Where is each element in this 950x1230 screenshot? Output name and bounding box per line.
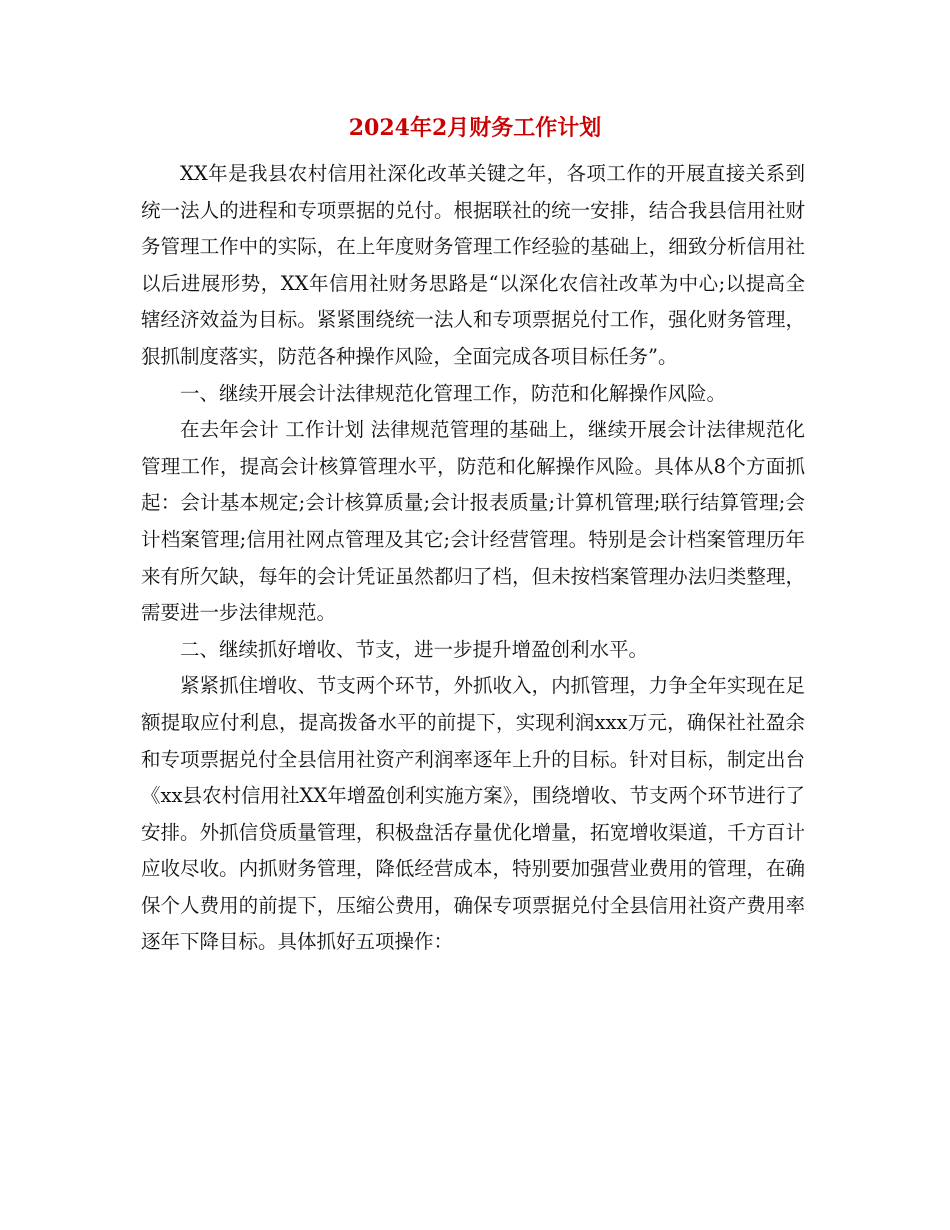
document-title: 2024年2月财务工作计划 [348, 115, 602, 141]
section-heading-1: 一、继续开展会计法律规范化管理工作，防范和化解操作风险。 [180, 381, 727, 405]
paragraph-intro: XX年是我县农村信用社深化改革关键之年，各项工作的开展直接关系到统一法人的进程和专项票据的兑付。根据联社的统一安排，结合我县信用社财务管理工作中的实际，在上年度财务管理工作经验的基础上，细致分析信用社以后进展形势，XX年信用社财务思路是“以深化农信社改革为中心;以提高全辖经济效益为目标。紧紧围绕统一法人和专项票据兑付工作，强化财务管理，狠抓制度落实，防范各种操作风险，全面完成各项目标任务”。 [141, 162, 805, 368]
paragraph-section-2: 紧紧抓住增收、节支两个环节，外抓收入，内抓管理，力争全年实现在足额提取应付利息，提高拨备水平的前提下，实现利润xxx万元，确保社社盈余和专项票据兑付全县信用社资产利润率逐年上升的目标。针对目标，制定出台《xx县农村信用社XX年增盈创利实施方案》，围绕增收、节支两个环节进行了安排。外抓信贷质量管理，积极盘活存量优化增量，拓宽增收渠道，千方百计应收尽收。内抓财务管理，降低经营成本，特别要加强营业费用的管理，在确保个人费用的前提下，压缩公费用，确保专项票据兑付全县信用社资产费用率逐年下降目标。具体抓好五项操作： [141, 674, 806, 954]
paragraph-section-1: 在去年会计 工作计划 法律规范管理的基础上，继续开展会计法律规范化管理工作，提高会计核算管理水平，防范和化解操作风险。具体从8个方面抓起：会计基本规定;会计核算质量;会计报表质量;计算机管理;联行结算管理;会计档案管理;信用社网点管理及其它;会计经营管理。特别是会计档案管理历年来有所欠缺，每年的会计凭证虽然都归了档，但未按档案管理办法归类整理，需要进一步法律规范。 [141, 418, 805, 625]
section-heading-2: 二、继续抓好增收、节支，进一步提升增盈创利水平。 [180, 637, 649, 661]
document-body [141, 156, 805, 961]
